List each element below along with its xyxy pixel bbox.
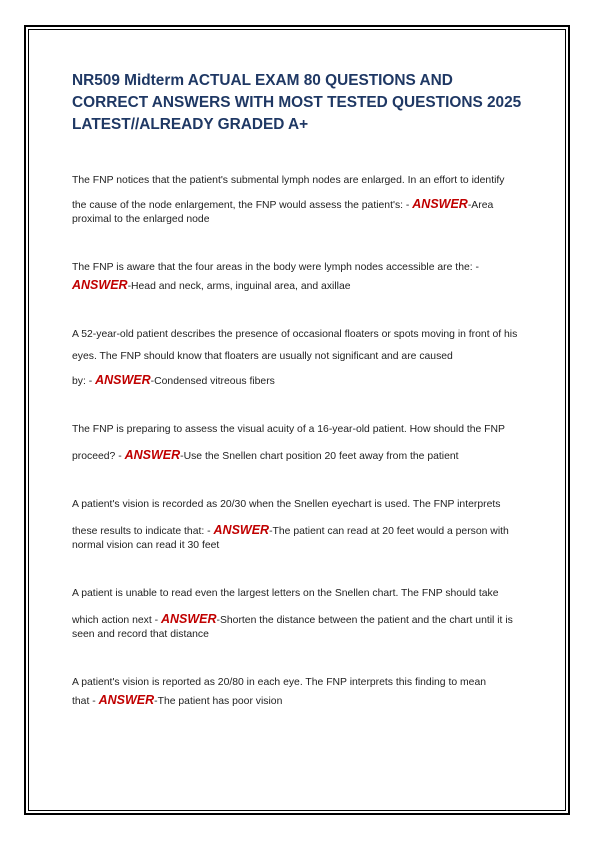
answer-label: ANSWER (412, 197, 468, 211)
answer-label: ANSWER (213, 523, 270, 537)
answer-text: -The patient can read at 20 feet would a person with normal vision can read it 30 feet (72, 526, 509, 551)
answer-label: ANSWER (72, 278, 128, 292)
question-text: The FNP is aware that the four areas in the body were lymph nodes accessible are the: - (72, 262, 479, 273)
document-title: NR509 Midterm ACTUAL EXAM 80 QUESTIONS AND CORRECT ANSWERS WITH MOST TESTED QUESTIONS 2025 LATEST//ALREADY GRADED A+ (72, 72, 522, 133)
question-answer-line (72, 693, 528, 709)
question-answer-line (72, 448, 528, 464)
question-answer-line (72, 612, 528, 642)
answer-text: -Use the Snellen chart position 20 feet away from the patient (180, 451, 459, 462)
answer-line (72, 278, 528, 294)
answer-text: -Area proximal to the enlarged node (72, 200, 494, 225)
question-text: which action next - (72, 615, 161, 626)
answer-label: ANSWER (98, 693, 155, 707)
qa-item-5 (72, 498, 528, 553)
answer-text: -Head and neck, arms, inguinal area, and axillae (127, 281, 351, 292)
question-text: the cause of the node enlargement, the FNP would assess the patient's: - (72, 200, 413, 211)
answer-text: -The patient has poor vision (154, 696, 283, 707)
question-text: A patient's vision is recorded as 20/30 when the Snellen eyechart is used. The FNP interprets (72, 499, 501, 510)
question-text: that - (72, 696, 99, 707)
answer-label: ANSWER (160, 612, 217, 626)
question-answer-line (72, 373, 528, 389)
qa-item-3 (72, 328, 528, 389)
qa-item-4 (72, 423, 528, 464)
document-body (72, 70, 528, 709)
question-answer-line (72, 523, 528, 553)
question-text: eyes. The FNP should know that floaters are usually not significant and are caused (72, 351, 453, 362)
question-text: proceed? - (72, 451, 125, 462)
qa-item-6 (72, 587, 528, 642)
answer-label: ANSWER (124, 448, 181, 462)
question-answer-line (72, 197, 528, 227)
question-text: The FNP notices that the patient's submental lymph nodes are enlarged. In an effort to identify (72, 175, 505, 186)
qa-item-1 (72, 174, 528, 227)
question-text: A patient is unable to read even the largest letters on the Snellen chart. The FNP should take (72, 588, 499, 599)
answer-text: -Condensed vitreous fibers (150, 376, 275, 387)
question-text: these results to indicate that: - (72, 526, 214, 537)
question-text: The FNP is preparing to assess the visual acuity of a 16-year-old patient. How should the FNP (72, 424, 505, 435)
qa-item-7 (72, 676, 528, 709)
qa-item-2 (72, 261, 528, 294)
answer-label: ANSWER (95, 373, 151, 387)
question-text: by: - (72, 376, 96, 387)
question-text: A patient's vision is reported as 20/80 in each eye. The FNP interprets this finding to mean (72, 677, 486, 688)
question-text: A 52-year-old patient describes the presence of occasional floaters or spots moving in front of his (72, 329, 518, 340)
answer-text: -Shorten the distance between the patient and the chart until it is seen and record that distance (72, 615, 513, 640)
